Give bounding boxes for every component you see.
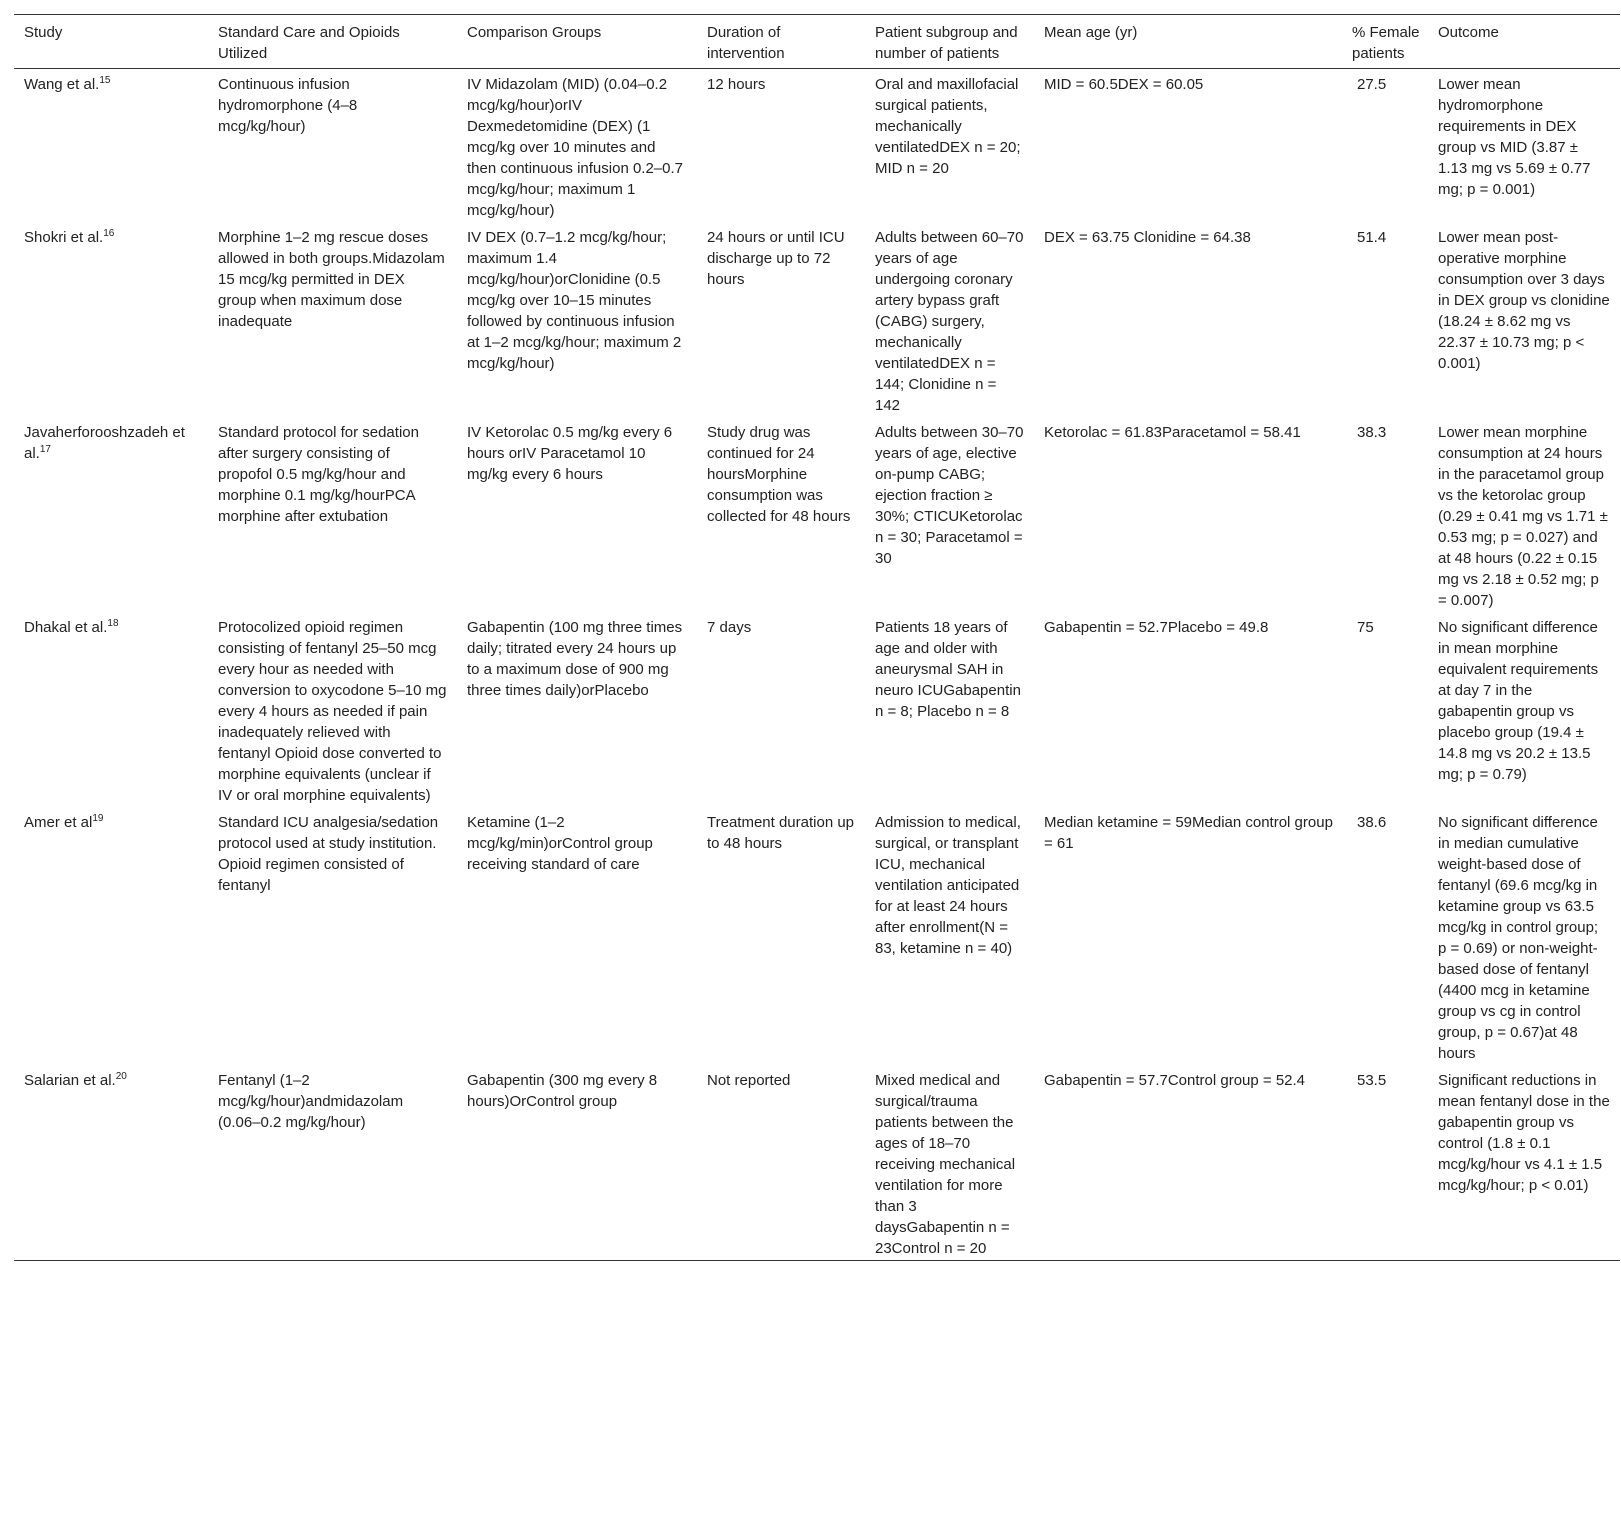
- cell-subgroup: Adults between 60–70 years of age undergoing coronary artery bypass graft (CABG) surgery, mechanically ventilatedDEX n = 144; Clonidine n = 142: [875, 229, 1024, 414]
- cell-standard-care: Morphine 1–2 mg rescue doses allowed in both groups.Midazolam 15 mcg/kg permitted in DEX group when maximum dose inadequate: [218, 229, 445, 330]
- cell-female-percent: 51.4: [1357, 229, 1387, 246]
- cell-standard-care: Continuous infusion hydromorphone (4–8 mcg/kg/hour): [218, 76, 358, 135]
- study-name: Shokri et al.: [24, 229, 104, 246]
- cell-female-percent: 27.5: [1357, 76, 1387, 93]
- cell-study: [14, 1065, 208, 1261]
- cell-female-percent: 53.5: [1357, 1072, 1387, 1089]
- cell-comparison: IV DEX (0.7–1.2 mcg/kg/hour; maximum 1.4 mcg/kg/hour)orClonidine (0.5 mcg/kg over 10–15 minutes followed by continuous infusion at 1–2 mcg/kg/hour; maximum 2 mcg/kg/hour): [467, 229, 682, 372]
- cell-duration: 12 hours: [707, 76, 766, 93]
- cell-mean-age: Median ketamine = 59Median control group = 61: [1044, 814, 1333, 852]
- cell-study: [14, 222, 208, 417]
- cell-standard-care: Standard ICU analgesia/sedation protocol used at study institution. Opioid regimen consisted of fentanyl: [218, 814, 439, 894]
- cell-comparison: Gabapentin (300 mg every 8 hours)OrControl group: [467, 1072, 658, 1110]
- cell-outcome: No significant difference in median cumulative weight-based dose of fentanyl (69.6 mcg/kg in ketamine group vs 63.5 mcg/kg in control group; p = 0.69) or non-weight-based dose of fentanyl (4400 mcg in ketamine group vs cg in control group, p = 0.67)at 48 hours: [1438, 814, 1599, 1062]
- cell-comparison: IV Midazolam (MID) (0.04–0.2 mcg/kg/hour)orIV Dexmedetomidine (DEX) (1 mcg/kg over 10 minutes and then continuous infusion 0.2–0.7 mcg/kg/hour; maximum 1 mcg/kg/hour): [467, 76, 683, 219]
- cell-outcome: No significant difference in mean morphine equivalent requirements at day 7 in the gabapentin group vs placebo group (19.4 ± 14.8 mg vs 20.2 ± 13.5 mg; p = 0.79): [1438, 619, 1599, 783]
- table-header-row: [14, 15, 1620, 69]
- cell-mean-age: Ketorolac = 61.83Paracetamol = 58.41: [1044, 424, 1301, 441]
- cell-subgroup: Adults between 30–70 years of age, elective on-pump CABG; ejection fraction ≥ 30%; CTICUKetorolac n = 30; Paracetamol = 30: [875, 424, 1024, 567]
- cell-standard-care: Fentanyl (1–2 mcg/kg/hour)andmidazolam (0.06–0.2 mg/kg/hour): [218, 1072, 404, 1131]
- cell-subgroup: Mixed medical and surgical/trauma patients between the ages of 18–70 receiving mechanical ventilation for more than 3 daysGabapentin n = 23Control n = 20: [875, 1072, 1016, 1257]
- reference-number: 20: [115, 1071, 127, 1082]
- cell-outcome: Lower mean hydromorphone requirements in DEX group vs MID (3.87 ± 1.13 mg vs 5.69 ± 0.77 mg; p = 0.001): [1438, 76, 1591, 198]
- reference-number: 15: [99, 75, 111, 86]
- cell-study: [14, 417, 208, 612]
- cell-outcome: Significant reductions in mean fentanyl dose in the gabapentin group vs control (1.8 ± 0.1 mcg/kg/hour vs 4.1 ± 1.5 mcg/kg/hour; p < 0.01): [1438, 1072, 1610, 1194]
- cell-comparison: IV Ketorolac 0.5 mg/kg every 6 hours orIV Paracetamol 10 mg/kg every 6 hours: [467, 424, 673, 483]
- cell-female-percent: 38.3: [1357, 424, 1387, 441]
- study-name: Salarian et al.: [24, 1072, 116, 1089]
- cell-mean-age: DEX = 63.75 Clonidine = 64.38: [1044, 229, 1251, 246]
- cell-duration: Not reported: [707, 1072, 791, 1089]
- cell-female-percent: 75: [1357, 619, 1374, 636]
- table-row: [14, 612, 1620, 807]
- cell-duration: Treatment duration up to 48 hours: [707, 814, 855, 852]
- cell-mean-age: MID = 60.5DEX = 60.05: [1044, 76, 1204, 93]
- header-duration: Duration of intervention: [707, 24, 785, 62]
- cell-duration: Study drug was continued for 24 hoursMorphine consumption was collected for 48 hours: [707, 424, 851, 525]
- study-name: Amer et al: [24, 814, 93, 831]
- cell-outcome: Lower mean morphine consumption at 24 hours in the paracetamol group vs the ketorolac group (0.29 ± 0.41 mg vs 1.71 ± 0.53 mg; p = 0.027) and at 48 hours (0.22 ± 0.15 mg vs 2.18 ± 0.52 mg; p = 0.007): [1438, 424, 1608, 609]
- header-standard-care: Standard Care and Opioids Utilized: [218, 24, 400, 62]
- cell-outcome: Lower mean post-operative morphine consumption over 3 days in DEX group vs clonidine (18.24 ± 8.62 mg vs 22.37 ± 10.73 mg; p < 0.001): [1438, 229, 1610, 372]
- cell-study: [14, 69, 208, 223]
- study-name: Wang et al.: [24, 76, 100, 93]
- study-comparison-table: [14, 14, 1620, 1261]
- cell-study: [14, 612, 208, 807]
- table-row: [14, 807, 1620, 1065]
- header-mean-age: Mean age (yr): [1044, 24, 1138, 41]
- reference-number: 17: [39, 444, 51, 455]
- table-row: [14, 69, 1620, 223]
- cell-duration: 7 days: [707, 619, 752, 636]
- reference-number: 18: [107, 618, 119, 629]
- header-study: Study: [24, 24, 63, 41]
- cell-subgroup: Patients 18 years of age and older with aneurysmal SAH in neuro ICUGabapentin n = 8; Placebo n = 8: [875, 619, 1021, 720]
- header-female-percent: % Female patients: [1352, 24, 1420, 62]
- cell-mean-age: Gabapentin = 57.7Control group = 52.4: [1044, 1072, 1306, 1089]
- header-outcome: Outcome: [1438, 24, 1499, 41]
- cell-subgroup: Admission to medical, surgical, or transplant ICU, mechanical ventilation anticipated for at least 24 hours after enrollment(N = 83, ketamine n = 40): [875, 814, 1021, 957]
- header-comparison-groups: Comparison Groups: [467, 24, 602, 41]
- cell-study: [14, 807, 208, 1065]
- study-name: Javaherforooshzadeh et al.: [24, 424, 185, 462]
- cell-standard-care: Protocolized opioid regimen consisting of fentanyl 25–50 mcg every hour as needed with conversion to oxycodone 5–10 mg every 4 hours as needed if pain inadequately relieved with fentanyl Opioid dose converted to morphine equivalents (unclear if IV or oral morphine equivalents): [218, 619, 447, 804]
- cell-mean-age: Gabapentin = 52.7Placebo = 49.8: [1044, 619, 1269, 636]
- cell-duration: 24 hours or until ICU discharge up to 72 hours: [707, 229, 845, 288]
- cell-comparison: Ketamine (1–2 mcg/kg/min)orControl group receiving standard of care: [467, 814, 653, 873]
- table-row: [14, 417, 1620, 612]
- cell-subgroup: Oral and maxillofacial surgical patients, mechanically ventilatedDEX n = 20; MID n = 20: [875, 76, 1021, 177]
- cell-female-percent: 38.6: [1357, 814, 1387, 831]
- table-row: [14, 222, 1620, 417]
- header-patient-subgroup: Patient subgroup and number of patients: [875, 24, 1018, 62]
- reference-number: 19: [92, 813, 104, 824]
- reference-number: 16: [103, 228, 115, 239]
- study-name: Dhakal et al.: [24, 619, 108, 636]
- cell-comparison: Gabapentin (100 mg three times daily; titrated every 24 hours up to a maximum dose of 900 mg three times daily)orPlacebo: [467, 619, 683, 699]
- cell-standard-care: Standard protocol for sedation after surgery consisting of propofol 0.5 mg/kg/hour and morphine 0.1 mg/kg/hourPCA morphine after extubation: [218, 424, 419, 525]
- table-row: [14, 1065, 1620, 1261]
